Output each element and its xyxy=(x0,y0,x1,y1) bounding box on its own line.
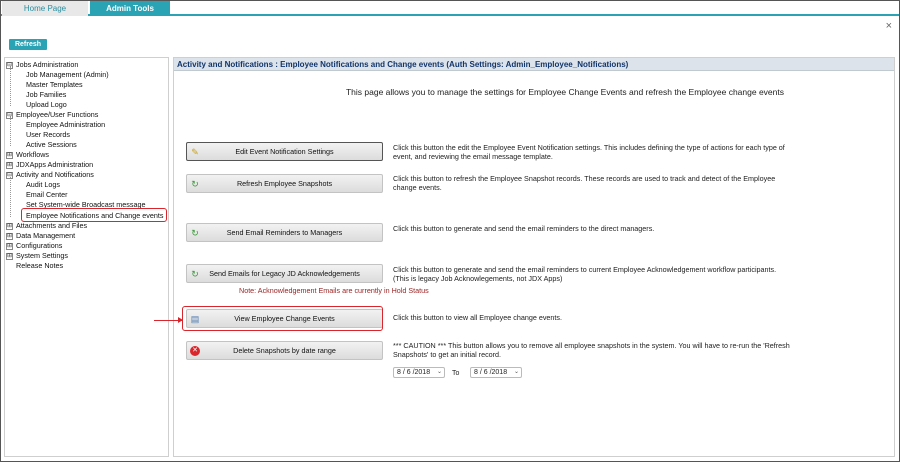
page-title: Activity and Notifications : Employee Notifications and Change events (Auth Settings: Admin_Employee_Notifications) xyxy=(174,58,894,71)
sidebar-item-employee-administration[interactable]: Employee Administration xyxy=(26,120,106,129)
expand-icon[interactable]: ⊞ xyxy=(7,252,13,259)
sidebar-item-data-management[interactable] xyxy=(6,231,75,240)
sidebar-item-release-notes[interactable]: Release Notes xyxy=(16,261,64,270)
send-email-reminders-button[interactable] xyxy=(186,223,383,242)
sidebar-item-job-families[interactable]: Job Families xyxy=(26,90,67,99)
sidebar-item-label: Activity and Notifications xyxy=(16,170,94,179)
sidebar-item-label: Attachments and Files xyxy=(16,221,88,230)
date-from-select[interactable] xyxy=(393,367,445,378)
sidebar-item-jobs-administration[interactable] xyxy=(6,60,78,69)
sidebar-item-configurations[interactable] xyxy=(6,241,62,250)
sidebar-item-label: Workflows xyxy=(16,150,50,159)
main-panel xyxy=(173,57,895,457)
sidebar-item-employee-notifications[interactable]: Employee Notifications and Change events xyxy=(26,211,164,220)
button-label: View Employee Change Events xyxy=(234,314,335,323)
sidebar-item-email-center[interactable]: Email Center xyxy=(26,190,68,199)
send-legacy-acknowledgement-emails-button[interactable] xyxy=(186,264,383,283)
tab-admin-tools[interactable]: Admin Tools xyxy=(90,1,170,16)
tree-line xyxy=(10,66,11,106)
expand-icon[interactable]: ⊞ xyxy=(7,151,13,158)
collapse-icon[interactable]: ⊟ xyxy=(7,111,13,118)
collapse-icon[interactable]: ⊟ xyxy=(7,171,13,178)
sidebar-item-activity-and-notifications[interactable] xyxy=(6,170,94,179)
button-label: Edit Event Notification Settings xyxy=(235,147,334,156)
to-label: To xyxy=(452,370,460,377)
delete-snapshots-description: *** CAUTION *** This button allows you to remove all employee snapshots in the system. You will have to re-run the 'Refresh Snapshots' to get an initial record. xyxy=(393,341,790,359)
sidebar-item-broadcast-message[interactable]: Set System-wide Broadcast message xyxy=(26,200,146,209)
refresh-icon: ↻ xyxy=(191,179,199,189)
date-from-value: 8 / 6 /2018 xyxy=(397,369,431,376)
intro-text: This page allows you to manage the settings for Employee Change Events and refresh the Employee change events xyxy=(345,87,784,97)
expand-icon[interactable]: ⊞ xyxy=(7,242,13,249)
sidebar-item-master-templates[interactable]: Master Templates xyxy=(26,80,83,89)
sidebar-item-label: Configurations xyxy=(16,241,63,250)
hold-status-note: Note: Acknowledgement Emails are currently in Hold Status xyxy=(239,286,429,295)
edit-icon: ✎ xyxy=(191,147,199,157)
delete-snapshots-button[interactable] xyxy=(186,341,383,360)
button-label: Send Emails for Legacy JD Acknowledgements xyxy=(209,269,360,278)
top-tab-bar xyxy=(1,1,899,16)
tree-line xyxy=(10,116,11,146)
button-label: Send Email Reminders to Managers xyxy=(226,228,343,237)
sidebar-item-label: Jobs Administration xyxy=(16,60,79,69)
sidebar-item-jdxapps-administration[interactable] xyxy=(6,160,93,169)
sidebar-tree xyxy=(4,57,169,457)
sidebar-item-job-management[interactable]: Job Management (Admin) xyxy=(26,70,109,79)
expand-icon[interactable]: ⊞ xyxy=(7,232,13,239)
sidebar-item-label: JDXApps Administration xyxy=(16,160,94,169)
button-label: Delete Snapshots by date range xyxy=(233,346,336,355)
refresh-icon: ↻ xyxy=(191,228,199,238)
send-reminders-description: Click this button to generate and send the email reminders to the direct managers. xyxy=(393,224,655,233)
sidebar-item-workflows[interactable] xyxy=(6,150,49,159)
refresh-snapshots-description: Click this button to refresh the Employee Snapshot records. These records are used to track and detect of the Employee change events. xyxy=(393,174,776,192)
refresh-button[interactable]: Refresh xyxy=(9,39,47,50)
view-events-description: Click this button to view all Employee change events. xyxy=(393,313,562,322)
collapse-icon[interactable]: ⊟ xyxy=(7,61,13,68)
view-icon: ▤ xyxy=(190,314,200,324)
sidebar-selection-highlight xyxy=(21,208,167,222)
expand-icon[interactable]: ⊞ xyxy=(7,161,13,168)
view-button-highlight xyxy=(182,306,383,331)
date-to-value: 8 / 6 /2018 xyxy=(474,369,508,376)
chevron-down-icon: ⌄ xyxy=(513,369,519,375)
expand-icon[interactable]: ⊞ xyxy=(7,222,13,229)
refresh-employee-snapshots-button[interactable] xyxy=(186,174,383,193)
button-label: Refresh Employee Snapshots xyxy=(236,179,333,188)
legacy-acknowledgement-description: Click this button to generate and send the email reminders to current Employee Acknowledgement workflow participants. (This is legacy Job Acknowlegements, not JDX Apps) xyxy=(393,265,777,283)
sidebar-item-user-records[interactable]: User Records xyxy=(26,130,70,139)
tree-line xyxy=(10,177,11,217)
refresh-icon: ↻ xyxy=(191,269,199,279)
sidebar-item-upload-logo[interactable]: Upload Logo xyxy=(26,100,67,109)
close-icon[interactable]: × xyxy=(885,20,892,32)
sidebar-item-system-settings[interactable] xyxy=(6,251,68,260)
annotation-arrow xyxy=(154,320,182,321)
edit-settings-description: Click this button the edit the Employee Event Notification settings. This includes defining the type of actions for each type of event, and reviewing the email message template. xyxy=(393,143,785,161)
sidebar-item-employee-user-functions[interactable] xyxy=(6,110,98,119)
tab-home-page[interactable]: Home Page xyxy=(2,1,88,16)
chevron-down-icon: ⌄ xyxy=(436,369,442,375)
sidebar-item-attachments-and-files[interactable] xyxy=(6,221,87,230)
delete-icon: ✕ xyxy=(190,346,200,356)
sidebar-item-label: System Settings xyxy=(16,251,68,260)
sidebar-item-label: Data Management xyxy=(16,231,76,240)
date-to-select[interactable] xyxy=(470,367,522,378)
sidebar-item-active-sessions[interactable]: Active Sessions xyxy=(26,140,77,149)
sidebar-item-audit-logs[interactable]: Audit Logs xyxy=(26,180,60,189)
edit-event-notification-settings-button[interactable] xyxy=(186,142,383,161)
sidebar-item-label: Employee/User Functions xyxy=(16,110,99,119)
